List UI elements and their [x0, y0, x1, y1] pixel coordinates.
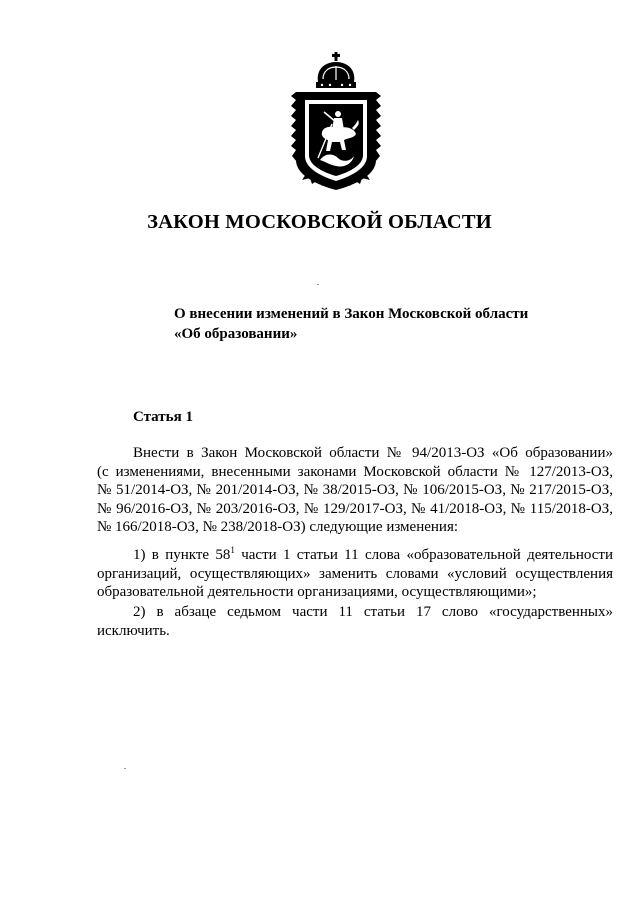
text-line: организаций, осуществляющих» заменить словами «условий осуществления [97, 565, 613, 582]
scan-speck [124, 768, 126, 769]
superscript: 1 [230, 545, 235, 555]
text-line: 2) в абзаце седьмом части 11 статьи 17 слово «государственных» [133, 604, 613, 620]
amendment-item-2 [97, 603, 613, 640]
article-heading: Статья 1 [133, 409, 193, 425]
scan-speck [317, 284, 319, 285]
law-title: ЗАКОН МОСКОВСКОЙ ОБЛАСТИ [147, 211, 492, 233]
text-line: № 166/2018-ОЗ, № 238/2018-ОЗ) следующие изменения: [97, 519, 459, 535]
subject-line: О внесении изменений в Закон Московской области [174, 306, 529, 322]
item-prefix: 1) в пункте 58 [133, 547, 231, 563]
text-line: № 96/2016-ОЗ, № 203/2016-ОЗ, № 129/2017-ОЗ, № 41/2018-ОЗ, № 115/2018-ОЗ, [97, 500, 613, 517]
law-subject [174, 304, 574, 344]
article-intro-paragraph [97, 444, 613, 537]
crown-icon [316, 52, 356, 88]
item-text: части 1 статьи 11 слова «образовательной деятельности [234, 547, 614, 563]
amendment-item-1 [97, 546, 613, 602]
text-line: образовательной деятельности организациями, осуществляющими»; [97, 584, 537, 600]
text-line [97, 546, 613, 565]
text-line: исключить. [97, 622, 170, 639]
text-line: № 51/2014-ОЗ, № 201/2014-ОЗ, № 38/2015-ОЗ, № 106/2015-ОЗ, № 217/2015-ОЗ, [97, 482, 613, 498]
text-line: Внести в Закон Московской области № 94/2013-ОЗ «Об образовании» [133, 445, 613, 461]
text-line: (с изменениями, внесенными законами Московской области № 127/2013-ОЗ, [97, 463, 613, 480]
coat-of-arms-icon [288, 52, 384, 192]
subject-line: «Об образовании» [174, 326, 298, 342]
